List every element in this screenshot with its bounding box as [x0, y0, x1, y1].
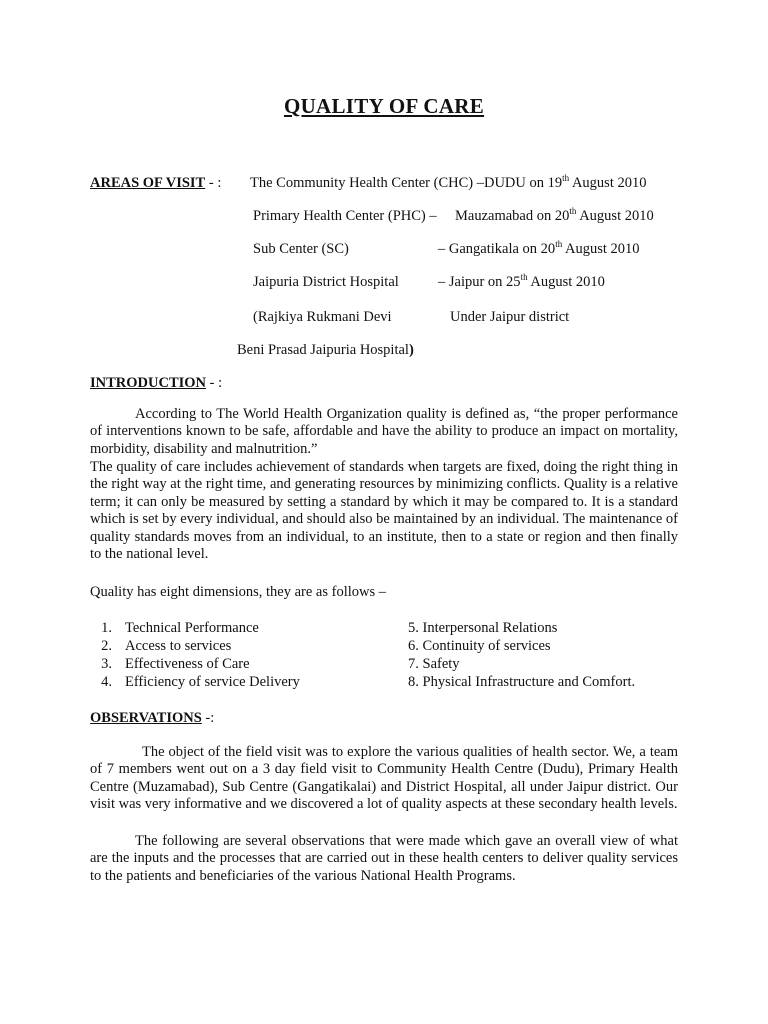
observations-paragraph-1: The object of the field visit was to explore the various qualities of health sector. We, a team of 7 members went out on a 3 day field visit to Community Health Centre (Dudu), Primary Health Centre (Muzamabad), Sub Centre (Gangatikalai) and District Hospital, all under Jaipur district. Our visit was very informative and we discovered a lot of quality aspects at these secondary health levels.: [90, 744, 678, 813]
introduction-label: INTRODUCTION: [90, 375, 207, 391]
page-title: QUALITY OF CARE: [283, 94, 485, 118]
hospital-name-close: ): [408, 342, 414, 358]
visit-location: – Gangatikala on 20: [438, 241, 556, 257]
observations-heading: [90, 709, 214, 727]
visit-row-hospital-district: [450, 308, 569, 326]
areas-separator: - :: [205, 175, 222, 191]
hospital-name-text: Beni Prasad Jaipuria Hospital: [237, 342, 409, 358]
visit-date-suffix: th: [562, 173, 570, 184]
visit-place: Jaipuria District Hospital: [253, 274, 399, 290]
visit-row-district-hospital: [253, 273, 399, 291]
dimension-item: [90, 655, 250, 673]
visit-row-phc-location: [455, 207, 654, 225]
observations-separator: -:: [201, 710, 215, 726]
areas-label: AREAS OF VISIT: [90, 175, 206, 191]
visit-date-suffix: th: [520, 272, 528, 283]
introduction-separator: - :: [206, 375, 223, 391]
dimension-text: Efficiency of service Delivery: [125, 674, 300, 690]
dimension-item: 5. Interpersonal Relations: [408, 620, 558, 636]
visit-row-sc: [253, 240, 349, 258]
introduction-paragraph-1: According to The World Health Organization quality is defined as, “the proper performance of interventions known to be safe, affordable and have the ability to produce an impact on mortality, morbidity, disability and malnutrition.”: [90, 406, 678, 457]
visit-row-district-hospital-location: [438, 273, 605, 291]
dimension-number: 4.: [101, 674, 112, 690]
dimension-item: [90, 637, 231, 655]
visit-location: – Jaipur on 25: [438, 274, 521, 290]
introduction-paragraph-2: The quality of care includes achievement of standards when targets are fixed, doing the right thing in the right way at the right time, and generating resources by minimizing conflicts. Quality is a relative term; it can only be measured by setting a standard by which it may be compared to. It is a standard which is set by every individual, and should also be maintained by an individual. The maintenance of quality standards moves from an individual, to an institute, then to a state or region and then finally to the national level.: [90, 459, 678, 563]
dimension-item: 7. Safety: [408, 656, 460, 672]
visit-date-suffix: th: [569, 206, 577, 217]
visit-location: Mauzamabad on 20: [455, 208, 570, 224]
dimensions-intro: Quality has eight dimensions, they are as follows –: [90, 584, 386, 600]
visit-date-suffix: th: [555, 239, 563, 250]
visit-place: The Community Health Center (CHC) –DUDU on 19: [250, 175, 563, 191]
visit-place: Primary Health Center (PHC) –: [253, 208, 437, 224]
dimension-item: 6. Continuity of services: [408, 638, 551, 654]
dimension-number: 3.: [101, 656, 112, 672]
dimension-text: Effectiveness of Care: [125, 656, 250, 672]
areas-heading: [90, 174, 221, 192]
introduction-heading: [90, 374, 222, 392]
visit-row-phc: [253, 207, 437, 225]
observations-label: OBSERVATIONS: [90, 710, 202, 726]
hospital-full-name: [237, 341, 414, 359]
dimension-item: [90, 619, 259, 637]
dimension-text: Access to services: [125, 638, 232, 654]
dimension-item: [90, 673, 300, 691]
dimension-number: 2.: [101, 638, 112, 654]
visit-location: Under Jaipur district: [450, 309, 570, 325]
observations-paragraph-2: The following are several observations that were made which gave an overall view of what are the inputs and the processes that are carried out in these health centers to deliver quality services to the patients and beneficiaries of the various National Health Programs.: [90, 833, 678, 884]
dimension-number: 1.: [101, 620, 112, 636]
visit-row-chc: [250, 174, 646, 192]
visit-row-hospital-name: [253, 308, 392, 326]
visit-row-sc-location: [438, 240, 640, 258]
visit-date: August 2010: [562, 241, 640, 257]
visit-date: August 2010: [569, 175, 647, 191]
dimension-item: 8. Physical Infrastructure and Comfort.: [408, 674, 636, 690]
visit-date: August 2010: [576, 208, 654, 224]
visit-date: August 2010: [527, 274, 605, 290]
visit-place: Sub Center (SC): [253, 241, 349, 257]
visit-place: (Rajkiya Rukmani Devi: [253, 309, 392, 325]
dimension-text: Technical Performance: [125, 620, 259, 636]
